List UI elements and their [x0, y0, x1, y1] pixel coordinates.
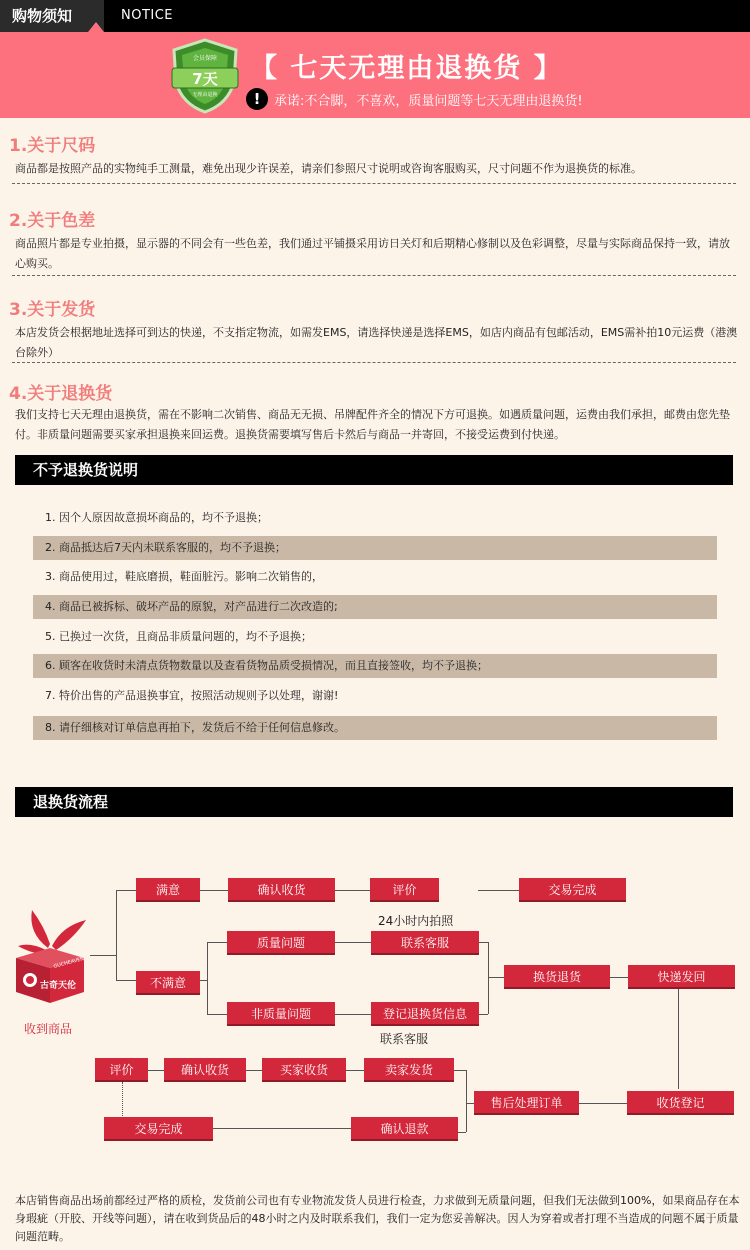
connector: [335, 890, 370, 891]
connector: [116, 890, 136, 891]
express-return-box: 快递发回: [628, 965, 735, 989]
connector: [458, 1132, 466, 1133]
connector: [122, 1082, 123, 1118]
section-title-size: 1.关于尺码: [9, 136, 96, 156]
footer-note: 本店销售商品出场前都经过严格的质检，发货前公司也有专业物流发货人员进行检查，力求做到无质量问题，但我们无法做到100%，如果商品存在本身瑕疵（开胶、开线等问题），请在收到货品后的48小时之内及时联系我们，我们一定为您妥善解决。因人为穿着或者打理不当造成的问题不属于质量问题范畴。: [15, 1194, 740, 1243]
no-return-item: 4. 商品已被拆标、破坏产品的原貌，对产品进行二次改造的;: [33, 595, 717, 619]
logo-cn-text: 古奇天伦: [40, 981, 77, 991]
connector: [335, 1014, 371, 1015]
no-return-item: 5. 已换过一次货，且商品非质量问题的，均不予退换；: [45, 630, 312, 643]
no-return-heading-text: 不予退换货说明: [33, 461, 139, 479]
unsatisfied-box: 不满意: [136, 971, 200, 995]
tab-shopping-notice[interactable]: 购物须知: [0, 0, 104, 32]
contact-cs-box: 联系客服: [371, 931, 479, 955]
section-divider: [12, 362, 736, 363]
deal-done-box-2: 交易完成: [104, 1117, 213, 1141]
confirm-refund-box: 确认退款: [351, 1117, 458, 1141]
no-return-item: 1. 因个人原因故意损坏商品的，均不予退换；: [45, 511, 268, 524]
confirm-receipt-box-2: 确认收货: [164, 1058, 246, 1082]
after-sales-box: 售后处理订单: [474, 1091, 579, 1115]
connector: [246, 1070, 262, 1071]
package-logo-icon: [10, 908, 90, 1003]
deal-done-box: 交易完成: [519, 878, 626, 902]
badge-main-text: 7天: [192, 70, 218, 88]
satisfied-box: 满意: [136, 878, 200, 902]
connector: [335, 942, 371, 943]
connector: [479, 1014, 488, 1015]
connector: [466, 1070, 467, 1132]
section-title-shipping: 3.关于发货: [9, 300, 96, 320]
badge-sub-text: 无理由退换: [192, 92, 218, 98]
no-return-item: 6. 顾客在收货时未清点货物数量以及查看货物品质受损情况，而且直接签收，均不予退换；: [33, 654, 717, 678]
contact-cs-label: 联系客服: [380, 1032, 429, 1046]
section-title-color: 2.关于色差: [9, 211, 96, 231]
register-info-box: 登记退换货信息: [371, 1002, 479, 1026]
tab-notice[interactable]: NOTICE: [121, 8, 174, 23]
section-body-shipping: 本店发货会根据地址选择可到达的快递，不支指定物流，如需发EMS，请选择快递是选择EMS，如店内商品有包邮活动，EMS需补拍10元运费（港澳台除外）: [15, 326, 738, 359]
section-title-returns: 4.关于退换货: [9, 384, 113, 404]
no-return-item: 7. 特价出售的产品退换事宜，按照活动规则予以处理，谢谢!: [45, 689, 339, 702]
review-box-2: 评价: [95, 1058, 148, 1082]
connector: [207, 1014, 227, 1015]
logo-en-text: GUCHEAVEN: [52, 956, 85, 970]
section-body-color: 商品照片都是专业拍摄，显示器的不同会有一些色差，我们通过平铺摄采用访日关灯和后期精心修制以及色彩调整，尽量与实际商品保持一致，请放心购买。: [15, 237, 730, 270]
seller-ship-box: 卖家发货: [364, 1058, 454, 1082]
connector: [488, 977, 504, 978]
review-box: 评价: [370, 878, 439, 902]
connector: [90, 955, 116, 956]
connector: [579, 1103, 627, 1104]
connector: [479, 942, 488, 943]
connector: [454, 1070, 466, 1071]
connector: [200, 890, 228, 891]
return-flowchart: [0, 830, 750, 1170]
section-body-returns: 我们支持七天无理由退换货，需在不影响二次销售、商品无无损、吊牌配件齐全的情况下方可退换。如遇质量问题，运费由我们承担，邮费由您先垫付。非质量问题需要买家承担退换来回运费。退换货需要填写售后卡然后与商品一并寄回，不接受运费到付快递。: [15, 408, 730, 441]
return-flow-heading: [15, 787, 733, 817]
connector: [346, 1070, 364, 1071]
connector: [207, 942, 208, 1014]
return-flow-heading-text: 退换货流程: [33, 793, 109, 811]
confirm-receipt-box: 确认收货: [228, 878, 335, 902]
connector: [478, 890, 520, 891]
connector: [116, 890, 117, 980]
banner-promise: 承诺:不合脚，不喜欢，质量问题等七天无理由退换货!: [274, 94, 583, 109]
warning-icon: !: [246, 88, 268, 110]
connector: [148, 1070, 164, 1071]
connector: [207, 942, 227, 943]
no-return-item: 2. 商品抵达后7天内未联系客服的，均不予退换；: [33, 536, 717, 560]
no-return-item: 3. 商品使用过，鞋底磨损，鞋面脏污。影响二次销售的，: [45, 570, 323, 583]
section-divider: [12, 183, 736, 184]
top-bar: [0, 0, 750, 32]
no-return-heading: [15, 455, 733, 485]
banner-title: 【 七天无理由退换货 】: [250, 53, 563, 84]
connector: [213, 1128, 351, 1129]
section-body-size: 商品都是按照产品的实物纯手工测量，难免出现少许误差，请亲们参照尺寸说明或咨询客服购买，尺寸问题不作为退换货的标准。: [15, 162, 642, 175]
connector: [200, 980, 207, 981]
connector: [610, 977, 628, 978]
section-divider: [12, 275, 736, 276]
seven-day-banner: [0, 32, 750, 118]
connector: [466, 1103, 474, 1104]
tab-pointer: [88, 22, 104, 32]
buyer-receive-box: 买家收货: [262, 1058, 346, 1082]
connector: [678, 989, 679, 1089]
badge-top-text: 会员保障: [192, 55, 218, 62]
receipt-register-box: 收货登记: [627, 1091, 734, 1115]
non-quality-box: 非质量问题: [227, 1002, 335, 1026]
exchange-return-box: 换货退货: [504, 965, 610, 989]
photo-24h-label: 24小时内拍照: [378, 914, 454, 928]
no-return-item: 8. 请仔细核对订单信息再拍下，发货后不给于任何信息修改。: [33, 716, 717, 740]
connector: [116, 980, 136, 981]
shield-badge-icon: [170, 38, 240, 114]
quality-issue-box: 质量问题: [227, 931, 335, 955]
receive-goods-label: 收到商品: [24, 1022, 73, 1036]
connector: [488, 942, 489, 1014]
